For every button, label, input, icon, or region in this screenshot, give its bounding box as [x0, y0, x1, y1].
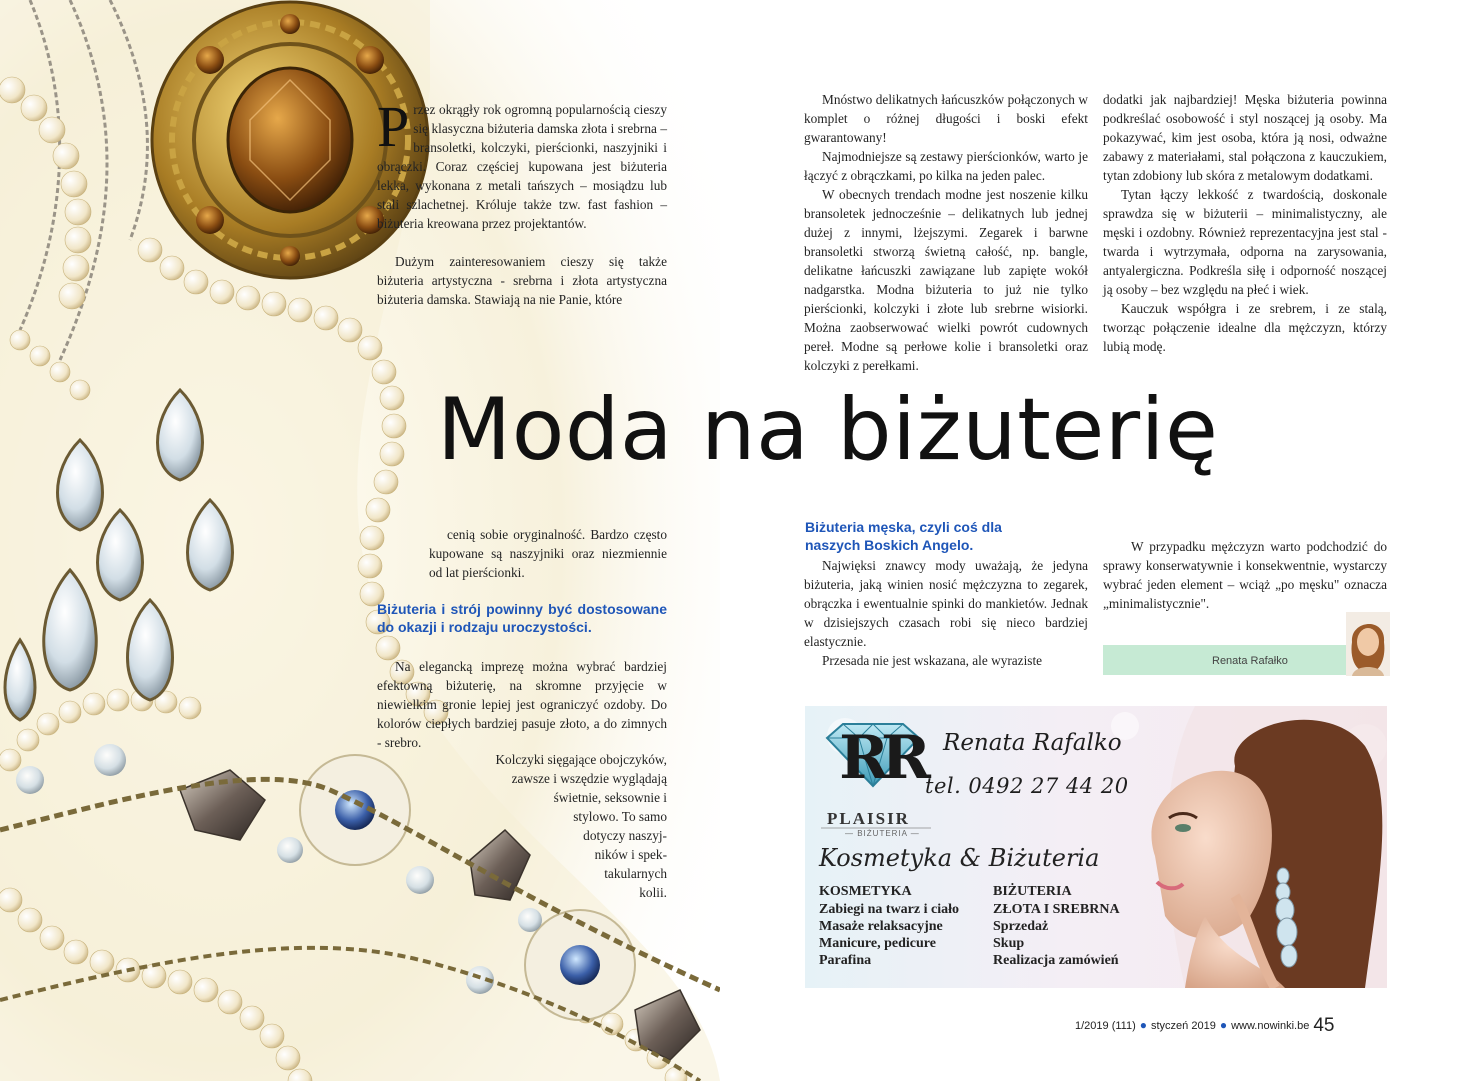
- article-col1-top: [377, 94, 667, 309]
- ad-service: ZŁOTA I SREBRNA: [993, 902, 1120, 917]
- ad-service: Zabiegi na twarz i ciało: [819, 902, 959, 917]
- author-photo: [1346, 612, 1390, 676]
- article-paragraph: cenią sobie oryginalność. Bardzo często kupowane są naszyjniki oraz niezmiennie od lat pierścionki.: [429, 527, 667, 580]
- ad-service: Realizacja zamówień: [993, 953, 1119, 968]
- article-col3-bottom: [1103, 537, 1387, 613]
- article-col2-top: [804, 90, 1088, 375]
- page-footer: [1075, 1015, 1334, 1037]
- article-paragraph: Najmodniejsze są zestawy pierścionków, warto je łączyć z obrączkami, po kilka na jeden palec.: [804, 149, 1088, 183]
- article-paragraph: Kauczuk współgra i ze srebrem, i ze stalą, tworząc połączenie idealne dla mężczyzn, którzy lubią modę.: [1103, 301, 1387, 354]
- article-paragraph: W przypadku mężczyzn warto podchodzić do sprawy konserwatywnie i konsekwentnie, wystarczy wybrać jeden element – wciąż „po męsku" oznacza „minimalistycznie".: [1103, 539, 1387, 611]
- article-paragraph: Przesada nie jest wskazana, ale wyraziste: [822, 653, 1043, 668]
- ad-brand-sub: — BIŻUTERIA —: [845, 829, 920, 838]
- ad-service: Masaże relaksacyjne: [819, 919, 943, 934]
- ad-right-head: BIŻUTERIA: [993, 884, 1072, 899]
- article-paragraph: Dużym zainteresowaniem cieszy się także biżuteria artystyczna - srebrna i złota artystyczna biżuteria damska. Stawiają na nie Panie, które: [377, 254, 667, 307]
- author-name: Renata Rafałko: [1212, 655, 1288, 667]
- article-col3-top: [1103, 90, 1387, 356]
- article-paragraph: Najwięksi znawcy mody uważają, że jedyna biżuteria, jaką winien nosić mężczyzna to zegarek, obrączka i ewentualnie spinki do mankietów. Jednak w dzisiejszych czasach robi się nieco bardziej elastycznie.: [804, 558, 1088, 649]
- logo-letters: RR: [839, 723, 923, 793]
- ad-service: Sprzedaż: [993, 919, 1049, 934]
- advertisement: [805, 706, 1387, 988]
- ad-brand: PLAISIR: [827, 809, 910, 828]
- article-col1-bottom2: [377, 657, 667, 752]
- issue-number: 1/2019 (111): [1075, 1020, 1136, 1032]
- article-paragraph: W obecnych trendach modne jest noszenie kilku bransoletek jednocześnie – delikatnych lub jednej dużej z innymi, lżejszymi. Zegarek i barwne bransoletki stworzą świetną całość, np. bangle, delikatne łańcuszki zawiązane lub zapięte wokół nadgarstka. Modna biżuteria to już nie tylko pierścionki, kolczyki i złote lub srebrne wisiorki. Można zaobserwować wielki powrót cudownych pereł. Modne są perłowe kolie i bransoletki oraz kolczyki z perełkami.: [804, 187, 1088, 373]
- text-line: ników i spek-: [594, 847, 667, 862]
- bullet-icon: ●: [1219, 1018, 1228, 1032]
- website-link[interactable]: www.nowinki.be: [1231, 1020, 1310, 1032]
- ad-right-list: [993, 901, 1120, 969]
- ad-left-head: KOSMETYKA: [819, 884, 912, 899]
- page-number: 45: [1313, 1015, 1335, 1036]
- article-col1-bottom: [377, 525, 667, 582]
- article-col2-bottom: [804, 556, 1088, 670]
- article-paragraph: Mnóstwo delikatnych łańcuszków połączonych w komplet o różnej długości i boski efekt gwarantowany!: [804, 92, 1088, 145]
- issue-date: styczeń 2019: [1151, 1020, 1216, 1032]
- bullet-icon: ●: [1139, 1018, 1147, 1032]
- text-line: świetnie, seksownie i: [553, 790, 667, 805]
- text-line: takularnych: [604, 866, 667, 881]
- text-line: Kolczyki sięgające obojczyków,: [495, 752, 667, 767]
- ad-service: Manicure, pedicure: [819, 936, 936, 951]
- subheading: Biżuteria męska, czyli coś dla naszych Boskich Angelo.: [805, 519, 1002, 553]
- ad-service: Skup: [993, 936, 1025, 951]
- ad-tagline: Kosmetyka & Biżuteria: [819, 844, 1100, 872]
- text-line: stylowo. To samo: [573, 809, 667, 824]
- article-paragraph: Tytan łączy lekkość z twardością, doskonale sprawdza się w biżuterii – minimalistyczny, ale męski i ozdobny. Również reprezentacyjna jest stal - twarda i wytrzymała, odporna na zarysowania, antyalergiczna. Podkreśla siłę i odporność noszącej ją osoby – bez względu na płeć i wiek.: [1103, 187, 1387, 297]
- article-col1-tapered: [377, 750, 667, 902]
- article-paragraph: dodatki jak najbardziej! Męska biżuteria powinna podkreślać osobowość i styl noszącej ją osoby. Ma pokazywać, kim jest osoba, która ją nosi, odważne zabawy z materiałami, stal połączona z kauczukiem, tytan zdobiony lub skóra z metalowym dodatkami.: [1103, 92, 1387, 183]
- text-line: zawsze i wszędzie wyglądają: [511, 771, 667, 786]
- ad-left-list: [819, 901, 959, 969]
- text-line: dotyczy naszyj-: [583, 828, 667, 843]
- ad-owner-name: Renata Rafalko: [943, 730, 1122, 756]
- ad-service: Parafina: [819, 953, 872, 968]
- article-paragraph: Na elegancką imprezę można wybrać bardziej efektowną biżuterię, na skromne przyjęcie w niewielkim gronie lepiej jest ograniczyć ozdoby. Do kolorów ciepłych bardziej pasuje złoto, a do zimnych - srebro.: [377, 659, 667, 750]
- subheading: Biżuteria i strój powinny być dostosowane do okazji i rodzaju uroczystości.: [377, 601, 667, 635]
- article-title: Moda na biżuterię: [437, 380, 1219, 480]
- drop-cap: P: [377, 94, 410, 159]
- ad-phone: tel. 0492 27 44 20: [925, 774, 1129, 798]
- article-paragraph: rzez okrągły rok ogromną popularnością cieszy się klasyczna biżuteria damska złota i srebrna – bransoletki, kolczyki, pierścionki, naszyjniki i obrączki. Coraz częściej kupowana jest biżuteria lekka, wykonana z metali tańszych – mosiądzu lub stali szlachetnej. Króluje także tzw. fast fashion – biżuteria kreowana przez projektantów.: [377, 102, 667, 231]
- text-line: kolii.: [639, 885, 667, 900]
